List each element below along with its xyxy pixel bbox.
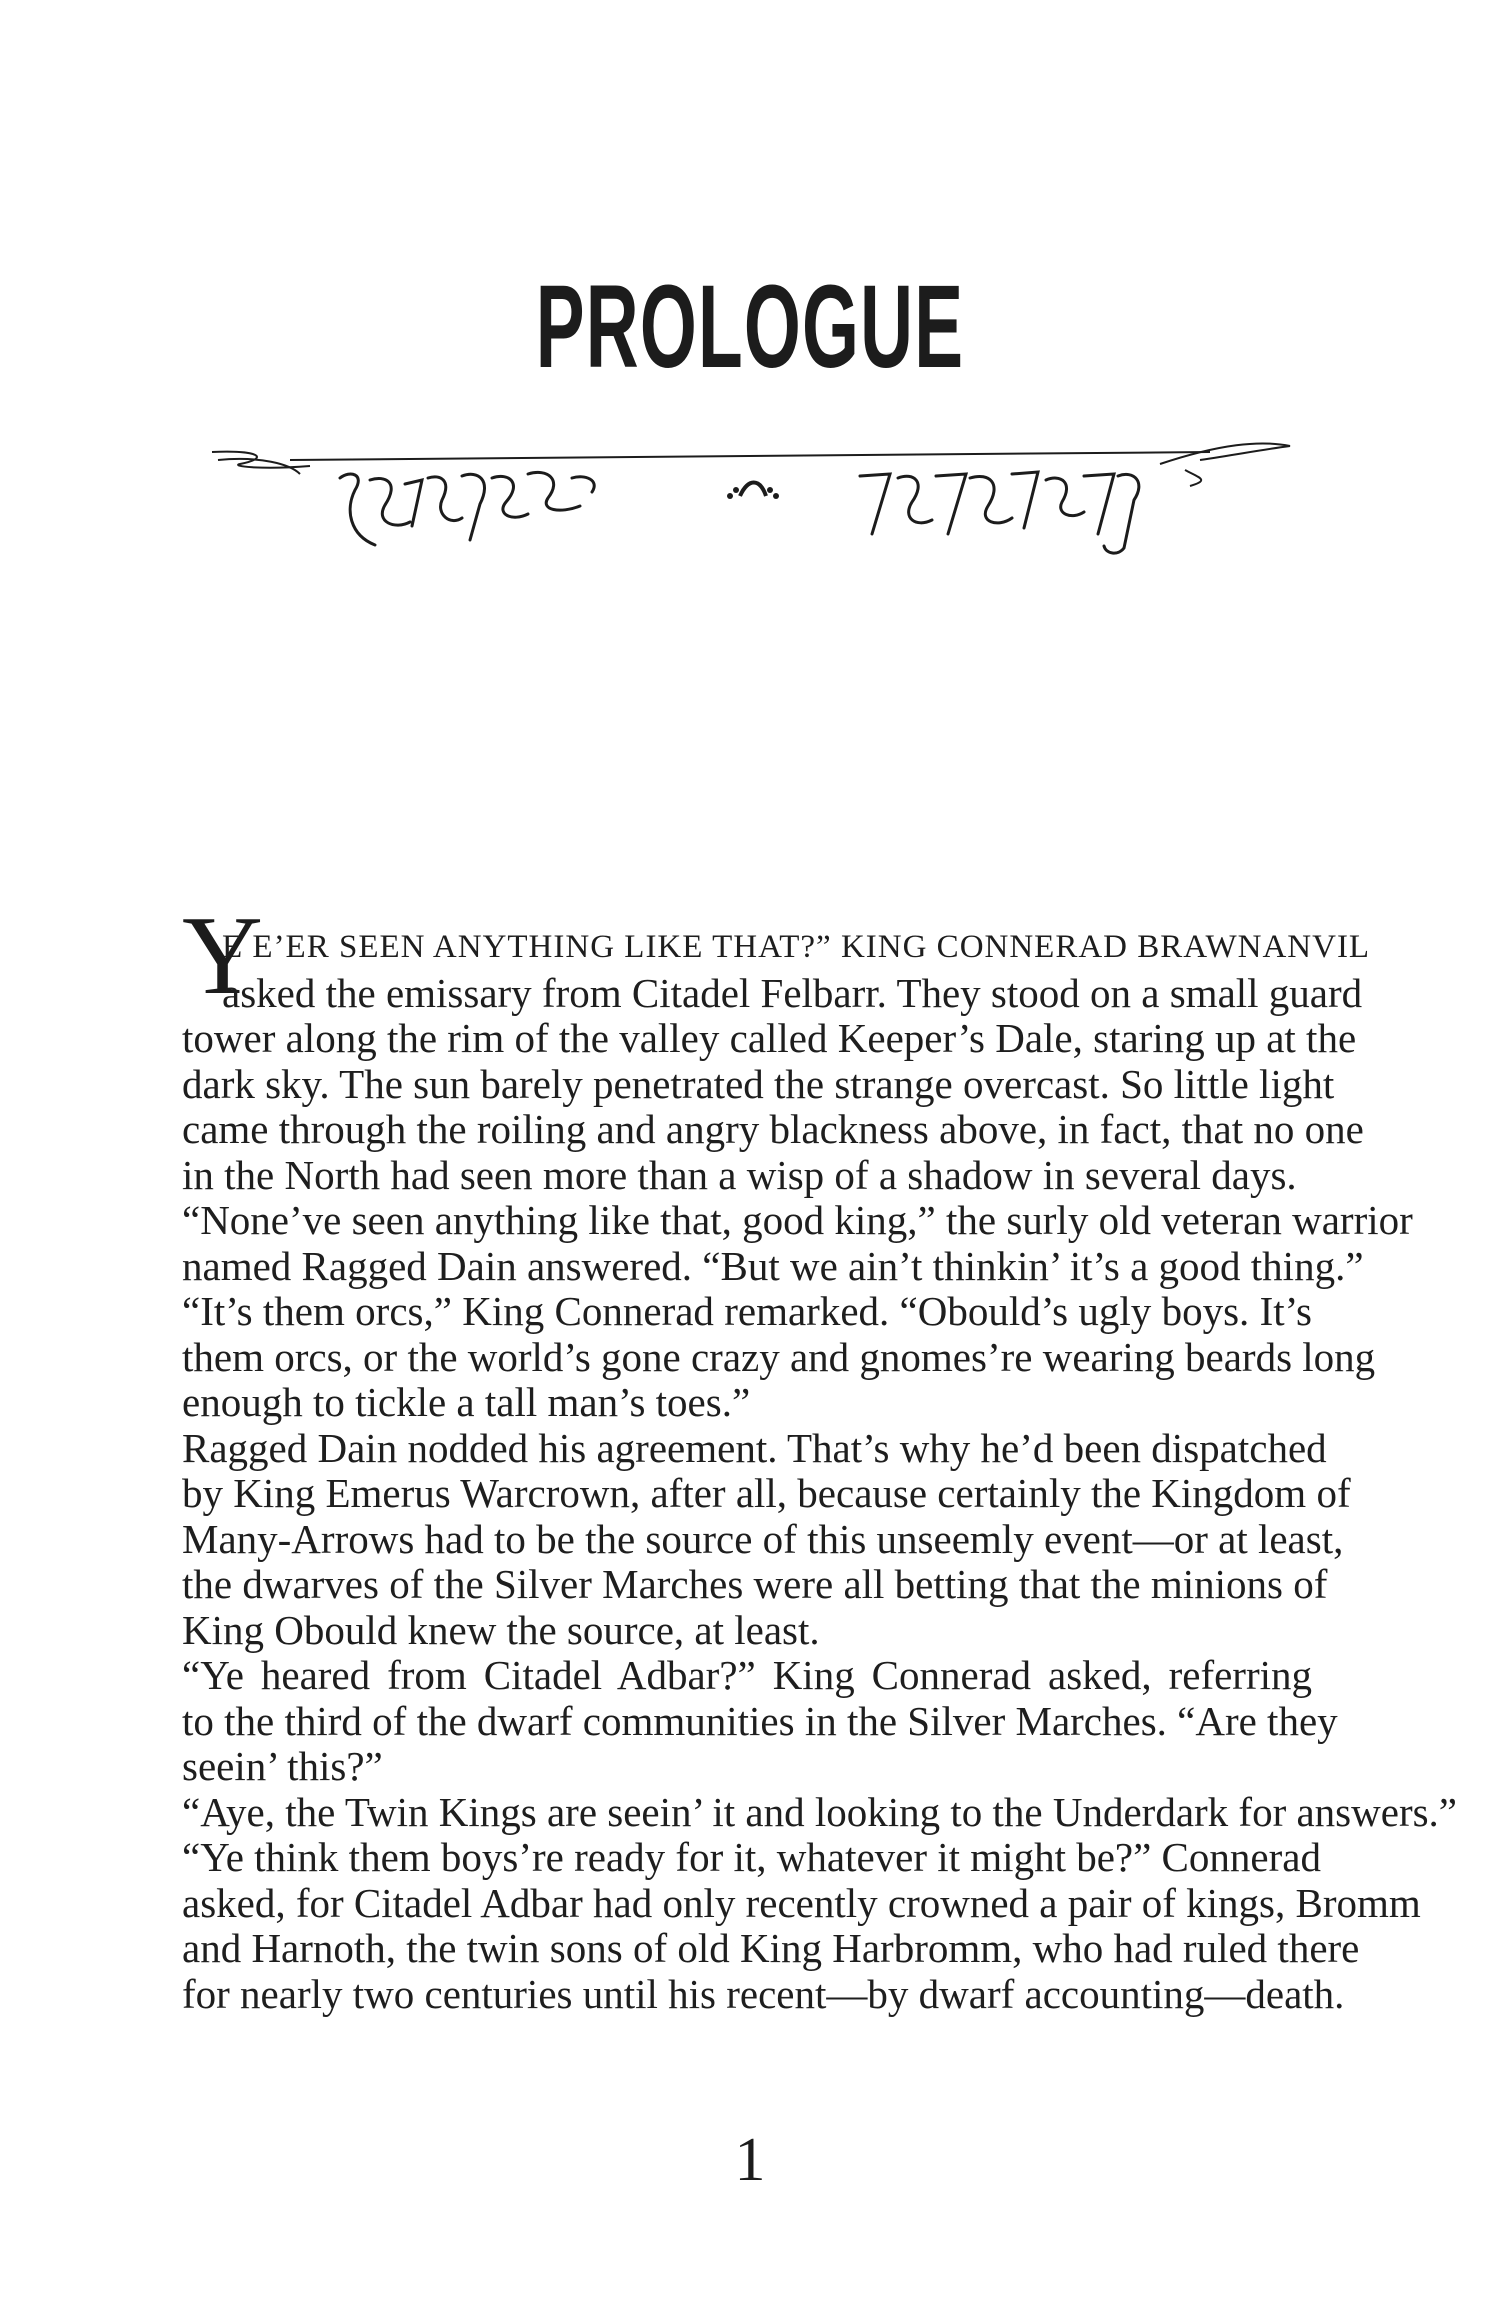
text-line: “It’s them orcs,” King Connerad remarked. “Obould’s ugly boys. It’s: [182, 1288, 1312, 1334]
prose-body: [182, 925, 1458, 2017]
text-line: “Aye, the Twin Kings are seein’ it and looking to the Underdark for answers.”: [182, 1788, 1458, 1835]
text-line: dark sky. The sun barely penetrated the strange overcast. So little light: [182, 1060, 1335, 1107]
chapter-title: PROLOGUE: [535, 261, 965, 393]
title-ornament: [200, 430, 1300, 590]
text-line: King Obould knew the source, at least.: [182, 1606, 820, 1653]
text-line: in the North had seen more than a wisp of a shadow in several days.: [182, 1151, 1297, 1198]
text-line: “Ye think them boys’re ready for it, whatever it might be?” Connerad: [182, 1834, 1321, 1880]
text-line: came through the roiling and angry blackness above, in fact, that no one: [182, 1106, 1364, 1152]
text-line: Ragged Dain nodded his agreement. That’s why he’d been dispatched: [182, 1424, 1327, 1471]
text-line: the dwarves of the Silver Marches were all betting that the minions of: [182, 1561, 1328, 1607]
text-line: “Ye heared from Citadel Adbar?” King Connerad asked, referring: [182, 1652, 1312, 1698]
text-line: by King Emerus Warcrown, after all, because certainly the Kingdom of: [182, 1470, 1351, 1516]
text-line: for nearly two centuries until his recent—by dwarf accounting—death.: [182, 1970, 1345, 2017]
text-line: asked, for Citadel Adbar had only recently crowned a pair of kings, Bromm: [182, 1879, 1421, 1926]
page-number: 1: [734, 2126, 766, 2194]
text-line: asked the emissary from Citadel Felbarr. They stood on a small guard: [222, 969, 1363, 1016]
text-line: them orcs, or the world’s gone crazy and gnomes’re wearing beards long: [182, 1333, 1376, 1380]
text-line: enough to tickle a tall man’s toes.”: [182, 1379, 751, 1425]
drop-cap-letter: Y: [182, 894, 263, 1018]
text-line: Many-Arrows had to be the source of this unseemly event—or at least,: [182, 1515, 1344, 1562]
text-line: “None’ve seen anything like that, good king,” the surly old veteran warrior: [182, 1197, 1413, 1243]
text-line: seein’ this?”: [182, 1743, 383, 1789]
text-line: tower along the rim of the valley called Keeper’s Dale, staring up at the: [182, 1015, 1357, 1061]
text-line: and Harnoth, the twin sons of old King Harbromm, who had ruled there: [182, 1925, 1360, 1971]
text-line: E E’ER SEEN ANYTHING LIKE THAT?” KING CONNERAD BRAWNANVIL: [222, 929, 1371, 965]
text-line: named Ragged Dain answered. “But we ain’t thinkin’ it’s a good thing.”: [182, 1242, 1364, 1289]
text-line: to the third of the dwarf communities in the Silver Marches. “Are they: [182, 1697, 1338, 1744]
